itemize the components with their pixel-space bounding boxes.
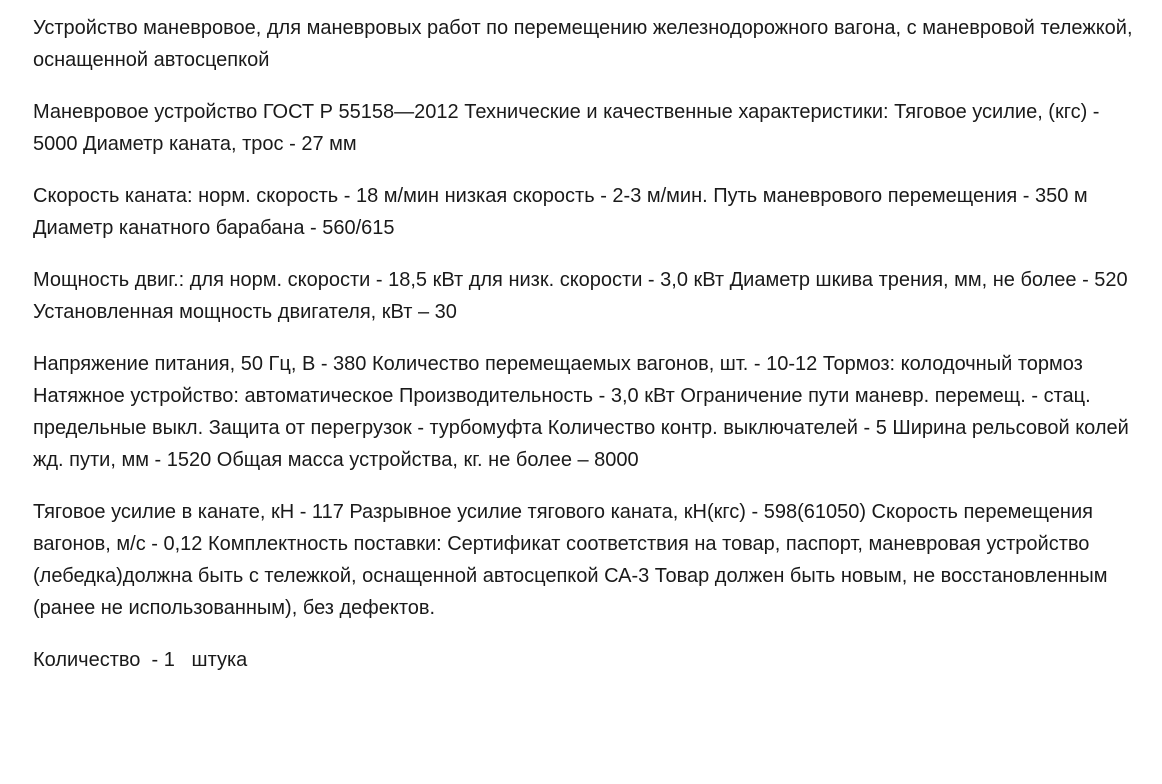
paragraph-supply-voltage: Напряжение питания, 50 Гц, В - 380 Количество перемещаемых вагонов, шт. - 10-12 Тормоз: колодочный тормоз Натяжное устройство: автоматическое Производительность - 3,0 кВт Ограничение пути маневр. перемещ. - стац. предельные выкл. Защита от перегрузок - турбомуфта Количество контр. выключателей - 5 Ширина рельсовой колей жд. пути, мм - 1520 Общая масса устройства, кг. не более – 8000 (33, 353, 1135, 471)
paragraph-gost: Маневровое устройство ГОСТ Р 55158—2012 Технические и качественные характеристики: Тяговое усилие, (кгс) - 5000 Диаметр каната, трос - 27 мм (33, 101, 1106, 155)
paragraph-rope-speed: Скорость каната: норм. скорость - 18 м/мин низкая скорость - 2-3 м/мин. Путь маневрового перемещения - 350 м Диаметр канатного барабана - 560/615 (33, 185, 1094, 239)
paragraph-traction-force: Тяговое усилие в канате, кН - 117 Разрывное усилие тягового каната, кН(кгс) - 598(61050) Скорость перемещения вагонов, м/с - 0,12 Комплектность поставки: Сертификат соответствия на товар, паспорт, маневровая устройство (лебедка)должна быть с тележкой, оснащенной автосцепкой СА-3 Товар должен быть новым, не восстановленным (ранее не использованным), без дефектов. (33, 501, 1114, 619)
document-body (33, 12, 1143, 676)
paragraph-title: Устройство маневровое, для маневровых работ по перемещению железнодорожного вагона, с маневровой тележкой, оснащенной автосцепкой (33, 17, 1139, 71)
paragraph-quantity: Количество - 1 штука (33, 649, 248, 671)
paragraph-motor-power: Мощность двиг.: для норм. скорости - 18,5 кВт для низк. скорости - 3,0 кВт Диаметр шкива трения, мм, не более - 520 Установленная мощность двигателя, кВт – 30 (33, 269, 1134, 323)
